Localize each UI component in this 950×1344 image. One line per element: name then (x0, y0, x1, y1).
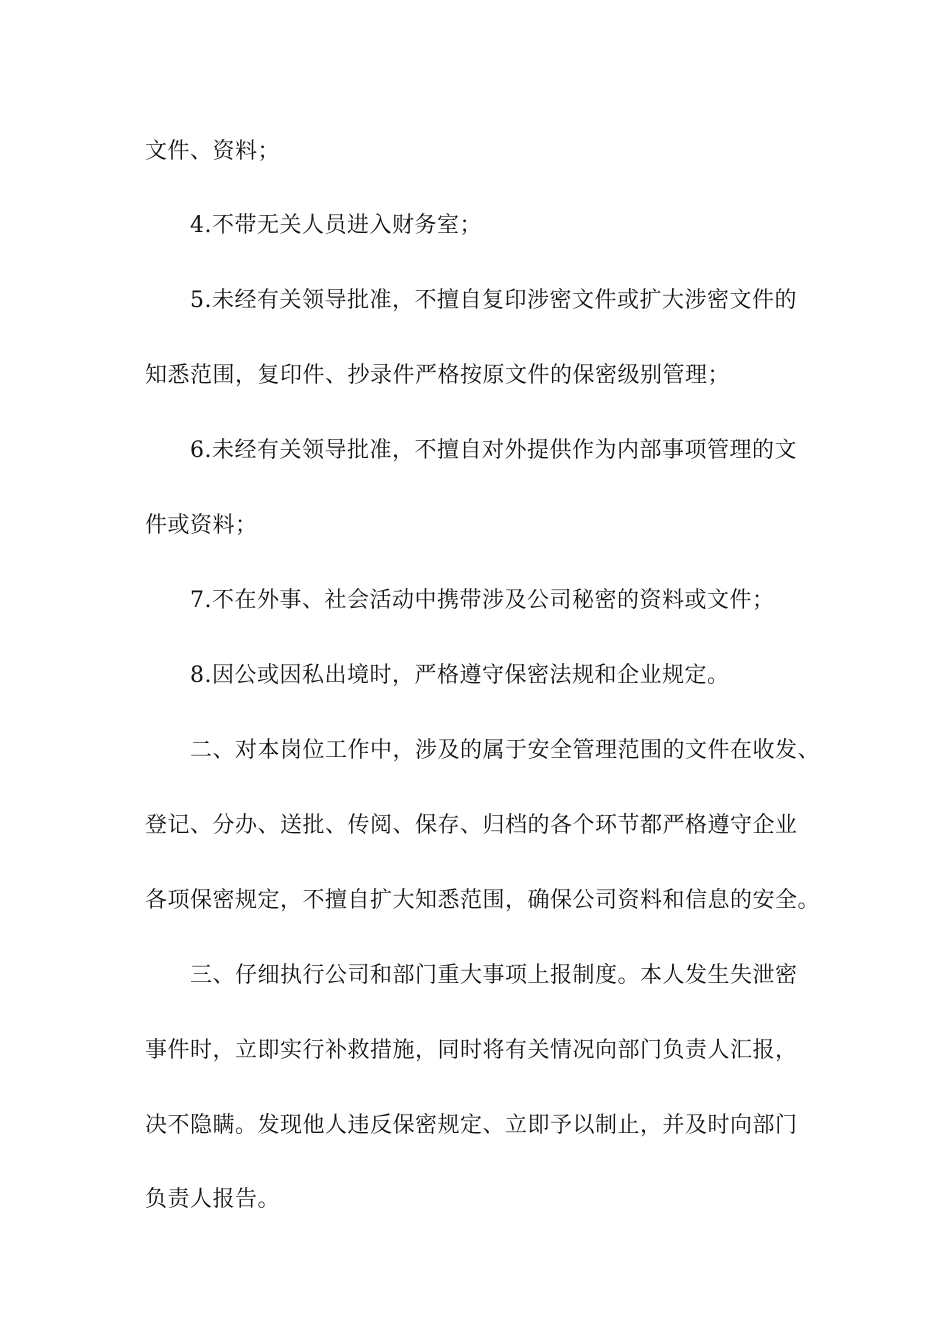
text-line: 各项保密规定，不擅自扩大知悉范围，确保公司资料和信息的安全。 (145, 888, 821, 913)
text-line: 三、仔细执行公司和部门重大事项上报制度。本人发生失泄密 (190, 963, 798, 988)
text-line: 负责人报告。 (145, 1187, 281, 1212)
text-line: 7.不在外事、社会活动中携带涉及公司秘密的资料或文件； (190, 588, 775, 613)
text-line: 登记、分办、送批、传阅、保存、归档的各个环节都严格遵守企业 (145, 813, 798, 838)
text-line: 知悉范围，复印件、抄录件严格按原文件的保密级别管理； (145, 363, 731, 388)
text-line: 文件、资料； (145, 139, 281, 164)
text-line: 件或资料； (145, 513, 258, 538)
text-line: 6.未经有关领导批准，不擅自对外提供作为内部事项管理的文 (190, 438, 797, 463)
text-line: 事件时，立即实行补救措施，同时将有关情况向部门负责人汇报， (145, 1038, 798, 1063)
text-line: 二、对本岗位工作中，涉及的属于安全管理范围的文件在收发、 (190, 738, 821, 763)
text-line: 8.因公或因私出境时，严格遵守保密法规和企业规定。 (190, 663, 730, 688)
text-line: 决不隐瞒。发现他人违反保密规定、立即予以制止，并及时向部门 (145, 1113, 798, 1138)
text-line: 5.未经有关领导批准，不擅自复印涉密文件或扩大涉密文件的 (190, 288, 797, 313)
text-line: 4.不带无关人员进入财务室； (190, 213, 482, 238)
